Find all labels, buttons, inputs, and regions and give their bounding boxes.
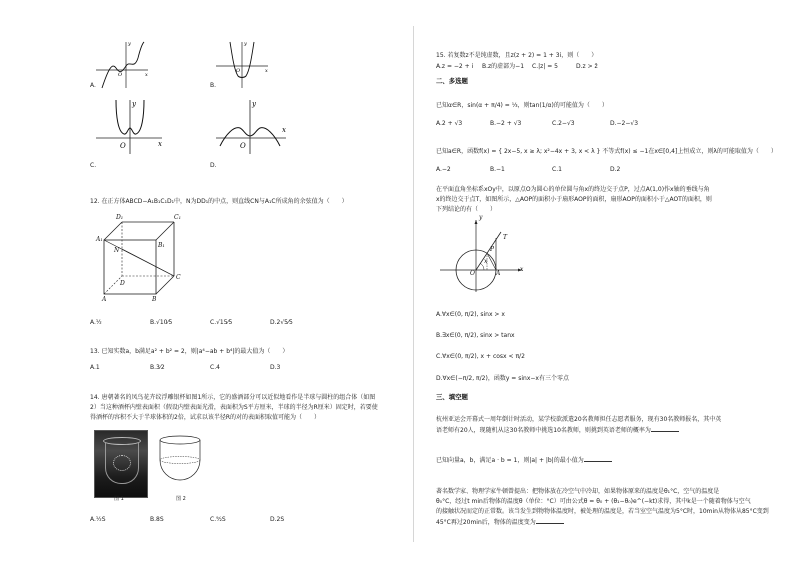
cube-label-b1: B₁ bbox=[158, 242, 165, 249]
q21-text-line4-content: 45°C再过20min后，物体的温度变为 bbox=[436, 519, 536, 526]
q18-option-a: A.∀x∈(0, π/2), sinx > x bbox=[436, 311, 505, 318]
cube-label-d: D bbox=[120, 280, 125, 287]
q17-option-c: C.1 bbox=[552, 166, 562, 173]
figure-2-caption: 图 2 bbox=[176, 496, 186, 502]
q12-option-b: B.√10⁄5 bbox=[150, 319, 173, 326]
q20-text bbox=[436, 456, 612, 464]
q13-text: 13. 已知实数a，b满足a² + b² = 2，则|a⁴−ab + b⁴|的最大值为（ ） bbox=[90, 348, 289, 355]
q18-option-b: B.∃x∈(0, π/2), sinx > tanx bbox=[436, 332, 515, 339]
svg-text:O: O bbox=[120, 142, 126, 150]
unit-circle-label-p: P bbox=[490, 246, 495, 253]
q19-answer-blank bbox=[651, 426, 679, 432]
q16-option-d: D.−2−√3 bbox=[610, 120, 639, 127]
q15-option-b: B.z的虚部为−1 bbox=[482, 63, 525, 70]
q18-option-c: C.∀x∈(0, π/2), x + cosx < π/2 bbox=[436, 353, 525, 360]
q20-text-content: 已知向量a，b，满足a · b = 1，则|a| + |b|的最小值为 bbox=[436, 457, 584, 464]
section-multiple-choice: 二、多选题 bbox=[436, 77, 468, 85]
q12-text: 12. 在正方体ABCD−A₁B₁C₁D₁中，N为DD₁的中点，则直线CN与A₁C所成角的余弦值为（ ） bbox=[90, 198, 348, 205]
q15-option-c: C.|z| = 5 bbox=[532, 63, 558, 70]
q10-option-b: B. bbox=[210, 82, 217, 89]
cube-label-c1: C₁ bbox=[174, 214, 181, 221]
q16-text: 已知α∈R，sin(α + π/4) = ⅓，则tan(1/α)的可能值为（ ） bbox=[436, 102, 608, 109]
q17-option-b: B.−1 bbox=[490, 166, 505, 173]
svg-text:x: x bbox=[145, 72, 148, 78]
q21-answer-blank bbox=[536, 518, 564, 524]
cube-label-a1: A₁ bbox=[96, 236, 103, 243]
q18-text-line3: 下列结论的有（ ） bbox=[436, 206, 497, 213]
graph-c bbox=[94, 98, 166, 156]
q15-option-a: A.z = −2 + i bbox=[436, 63, 474, 70]
q18-text-line2: x的终边交于点T，如图所示，△AOP的面积小于扇形AOP的面积，扇形AOP的面积小于△AOT的面积，则 bbox=[436, 196, 712, 203]
q18-option-d: D.∀x∈(−π/2, π/2)，函数y = sinx−x有三个零点 bbox=[436, 375, 569, 382]
column-divider bbox=[413, 26, 414, 542]
q18-text-line1: 在平面直角坐标系xOy中，以原点O为圆心的单位圆与角x的终边交于点P，过点A(1,0)作x轴的垂线与角 bbox=[436, 186, 710, 193]
q21-text-line2: θ₀°C，经过t min后物体的温度θ（单位：°C）可由公式θ = θ₀ + (θ₁−θ₀)e^(−kt)求得，其中k是一个随着物体与空气 bbox=[436, 498, 751, 505]
svg-text:y: y bbox=[128, 41, 131, 47]
svg-text:O: O bbox=[118, 72, 123, 78]
q10-option-c: C. bbox=[90, 162, 97, 169]
silver-cup-photo bbox=[94, 430, 148, 498]
cube-label-b: B bbox=[152, 296, 157, 303]
q17-text: 已知a∈R，函数f(x) = { 2x−5, x ≥ λ; x²−4x + 3, x < λ } 不等式f(x) ≤ −1在x∈[0,4]上恒成立，则λ的可能取值为（ ） bbox=[436, 148, 777, 155]
q19-text-line2-content: 语老师有20人，现随机从这30名教师中挑选10名教师，则挑到英语老师的概率为 bbox=[436, 427, 651, 434]
q10-option-d: D. bbox=[210, 162, 217, 169]
q15-text: 15. 若复数z不是纯虚数，且z(z + 2) = 1 + 3i，则（ ） bbox=[436, 52, 598, 59]
unit-circle-figure bbox=[438, 218, 528, 294]
cube-label-c: C bbox=[176, 274, 181, 281]
q14-option-a: A.½S bbox=[90, 516, 106, 523]
q13-option-c: C.4 bbox=[210, 364, 220, 371]
section-fill-in: 三、填空题 bbox=[436, 393, 468, 401]
q10-option-a: A. bbox=[90, 82, 96, 89]
cube-label-a: A bbox=[102, 296, 107, 303]
q13-option-a: A.1 bbox=[90, 364, 100, 371]
unit-circle-label-t: T bbox=[503, 234, 508, 241]
figure-1-caption: 图 1 bbox=[114, 496, 124, 502]
svg-text:y: y bbox=[132, 100, 136, 108]
graph-d bbox=[214, 98, 290, 156]
cup-diagram bbox=[156, 434, 204, 496]
q12-option-c: C.√15⁄5 bbox=[210, 319, 233, 326]
graph-a bbox=[92, 40, 152, 90]
unit-circle-label-o: O bbox=[470, 270, 475, 277]
q19-text-line2 bbox=[436, 426, 679, 434]
q14-option-b: B.8S bbox=[150, 516, 164, 523]
svg-text:x: x bbox=[282, 126, 286, 134]
q21-text-line4 bbox=[436, 518, 564, 526]
cube-figure bbox=[96, 214, 196, 306]
q17-option-a: A.−2 bbox=[436, 166, 451, 173]
svg-text:x: x bbox=[265, 68, 268, 74]
q13-option-d: D.3 bbox=[270, 364, 281, 371]
q14-text-line2: 2）当这种酒杯内壁表面积（假设内壁表面光滑，表面积为S平方厘米，半球的半径为R厘米）固定时，若要使 bbox=[90, 404, 378, 411]
unit-circle-label-angle: x bbox=[484, 258, 488, 265]
q16-option-c: C.2−√3 bbox=[552, 120, 575, 127]
svg-text:O: O bbox=[236, 68, 241, 74]
q21-text-line1: 著名数学家、物理学家牛顿曾提出：把物体放在冷空气中冷却，如果物体原来的温度是θ₁°C，空气的温度是 bbox=[436, 488, 720, 495]
q15-option-d: D.z > z̄ bbox=[576, 63, 598, 70]
svg-text:O: O bbox=[240, 142, 246, 150]
q13-option-b: B.3⁄2 bbox=[150, 364, 165, 371]
cube-label-n: N bbox=[114, 247, 120, 254]
q12-option-d: D.2√5⁄5 bbox=[270, 319, 293, 326]
q20-answer-blank bbox=[584, 456, 612, 462]
q17-option-d: D.2 bbox=[610, 166, 621, 173]
graph-b bbox=[212, 40, 272, 90]
unit-circle-label-x: x bbox=[520, 266, 524, 273]
q14-text-line3: 得酒杯的容积不大于半球体积的2倍，试求以该半径R的对的表面积取值可能为（ ） bbox=[90, 414, 320, 421]
q16-option-b: B.−2 + √3 bbox=[490, 120, 522, 127]
unit-circle-label-y: y bbox=[479, 214, 483, 221]
svg-text:y: y bbox=[244, 41, 247, 47]
q14-option-d: D.2S bbox=[270, 516, 285, 523]
q19-text-line1: 杭州亚运会开幕式一周年倒计时活动，某学校欲派遣20名教师担任志愿者服务，现有30名教师报名，其中英 bbox=[436, 416, 722, 423]
q21-text-line3: 的接触状况而定的正常数。该当发生到物物体温度时，被处理的温度是，若当室空气温度为5°C时，10min从物体从85°C变到 bbox=[436, 508, 769, 515]
q16-option-a: A.2 + √3 bbox=[436, 120, 463, 127]
cube-label-d1: D₁ bbox=[116, 214, 124, 221]
unit-circle-label-a: A bbox=[496, 270, 501, 277]
svg-text:y: y bbox=[252, 100, 256, 108]
q14-text-line1: 14. 唐朝著名的凤鸟花卉纹浮雕银杯如图1所示，它的盛酒部分可以近似地看作是半球与圆柱的组合体（如图 bbox=[90, 394, 376, 401]
q12-option-a: A.½ bbox=[90, 319, 102, 326]
svg-text:x: x bbox=[158, 140, 162, 148]
q14-option-c: C.⁹⁄₂S bbox=[210, 516, 226, 523]
